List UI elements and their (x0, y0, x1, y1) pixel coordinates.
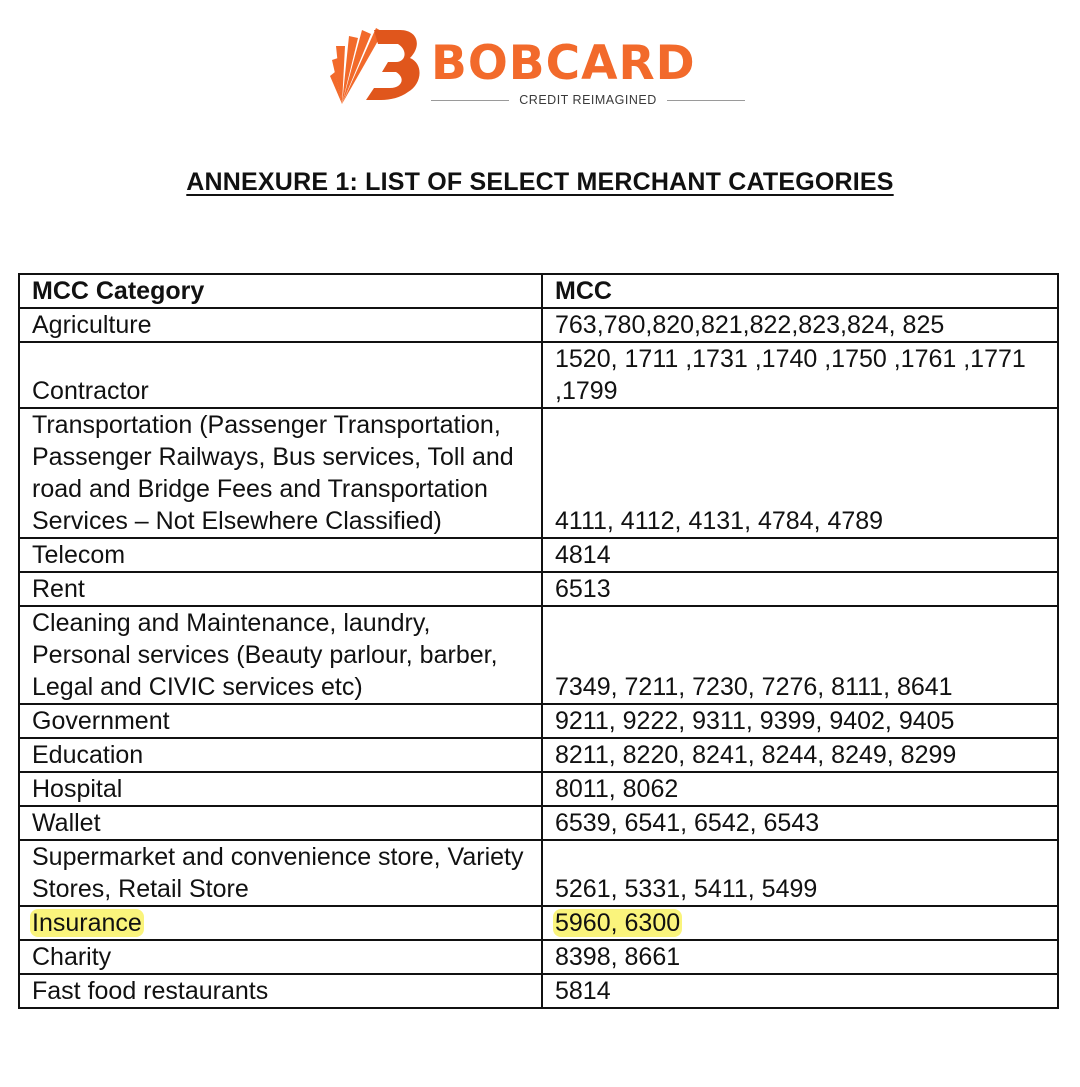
category-cell: Charity (19, 940, 542, 974)
mcc-cell: 8211, 8220, 8241, 8244, 8249, 8299 (542, 738, 1058, 772)
category-cell: Transportation (Passenger Transportation, Passenger Railways, Bus services, Toll and road and Bridge Fees and Transportation Services – Not Elsewhere Classified) (19, 408, 542, 538)
category-cell: Wallet (19, 806, 542, 840)
document-title: ANNEXURE 1: LIST OF SELECT MERCHANT CATEGORIES (186, 168, 894, 196)
mcc-cell: 8011, 8062 (542, 772, 1058, 806)
table-row (19, 538, 1058, 572)
table-row (19, 572, 1058, 606)
mcc-cell: 5261, 5331, 5411, 5499 (542, 840, 1058, 906)
mcc-cell (542, 906, 1058, 940)
brand-tagline-row (431, 92, 745, 108)
category-cell: Hospital (19, 772, 542, 806)
table-row (19, 308, 1058, 342)
mcc-cell: 6513 (542, 572, 1058, 606)
bob-b-sunrays-icon (330, 26, 426, 106)
category-cell: Telecom (19, 538, 542, 572)
category-cell: Fast food restaurants (19, 974, 542, 1008)
brand-tagline: CREDIT REIMAGINED (519, 93, 657, 107)
category-cell: Contractor (19, 342, 542, 408)
highlight-mark: 5960, 6300 (555, 909, 681, 937)
table-row (19, 974, 1058, 1008)
category-cell: Supermarket and convenience store, Variety Stores, Retail Store (19, 840, 542, 906)
table-row (19, 940, 1058, 974)
mcc-cell: 8398, 8661 (542, 940, 1058, 974)
category-cell (19, 906, 542, 940)
brand-name: BOBCARD (431, 36, 696, 91)
table-row (19, 772, 1058, 806)
mcc-cell: 4111, 4112, 4131, 4784, 4789 (542, 408, 1058, 538)
highlight-mark: Insurance (32, 909, 142, 937)
mcc-cell: 9211, 9222, 9311, 9399, 9402, 9405 (542, 704, 1058, 738)
table-row (19, 738, 1058, 772)
table-row-highlighted (19, 906, 1058, 940)
bobcard-logo (330, 26, 750, 110)
category-cell: Government (19, 704, 542, 738)
header-mcc-category: MCC Category (19, 274, 542, 308)
table-row (19, 342, 1058, 408)
category-cell: Agriculture (19, 308, 542, 342)
mcc-cell: 1520, 1711 ,1731 ,1740 ,1750 ,1761 ,1771 ,1799 (542, 342, 1058, 408)
table-row (19, 408, 1058, 538)
category-cell: Rent (19, 572, 542, 606)
mcc-cell: 6539, 6541, 6542, 6543 (542, 806, 1058, 840)
table-row (19, 704, 1058, 738)
tagline-rule-left (431, 100, 509, 101)
tagline-rule-right (667, 100, 745, 101)
mcc-cell: 5814 (542, 974, 1058, 1008)
table-row (19, 606, 1058, 704)
category-cell: Education (19, 738, 542, 772)
merchant-category-table (18, 273, 1059, 1009)
mcc-cell: 7349, 7211, 7230, 7276, 8111, 8641 (542, 606, 1058, 704)
category-cell: Cleaning and Maintenance, laundry, Personal services (Beauty parlour, barber, Legal and CIVIC services etc) (19, 606, 542, 704)
table-row (19, 806, 1058, 840)
header-mcc: MCC (542, 274, 1058, 308)
table-header-row (19, 274, 1058, 308)
mcc-cell: 4814 (542, 538, 1058, 572)
table-row (19, 840, 1058, 906)
mcc-cell: 763,780,820,821,822,823,824, 825 (542, 308, 1058, 342)
